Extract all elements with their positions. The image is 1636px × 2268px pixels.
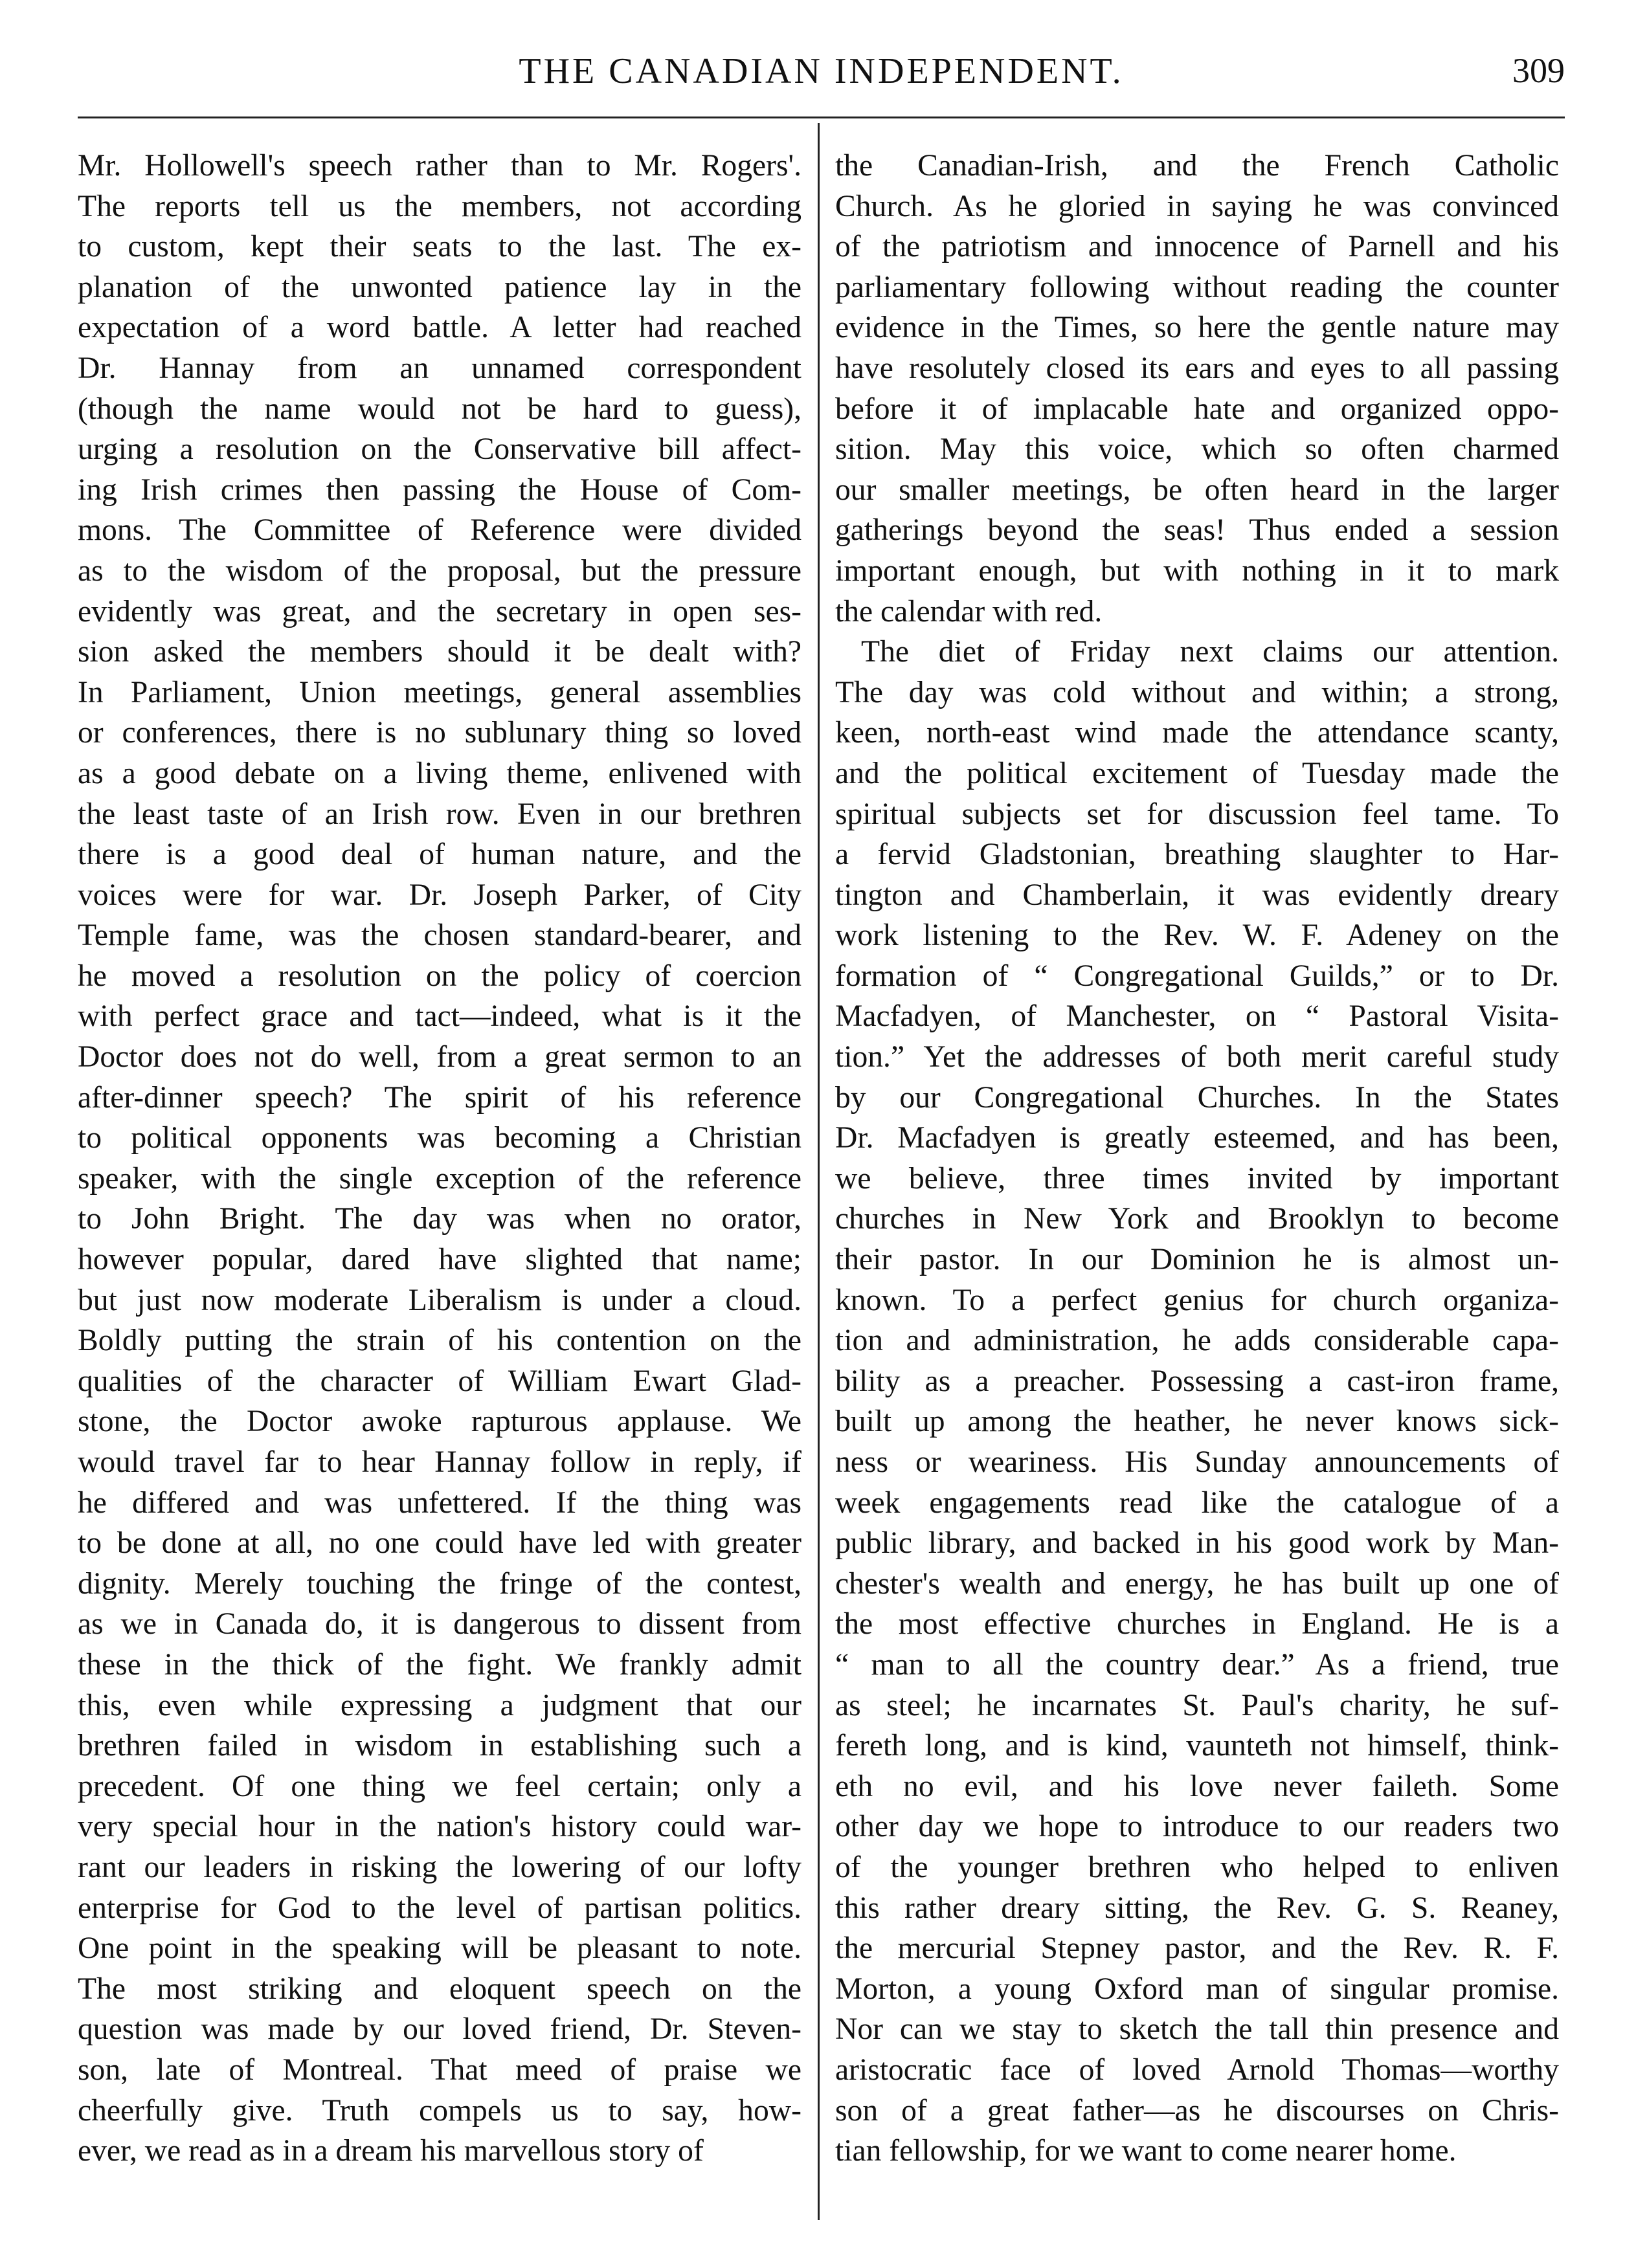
text-line: speaker, with the single exception of the reference [78,1161,801,1195]
text-line: our smaller meetings, be often heard in the larger [835,472,1559,507]
text-line: voices were for war. Dr. Joseph Parker, of City [78,878,801,912]
text-line: son of a great father—as he discourses on Chris- [835,2093,1559,2128]
text-line: mons. The Committee of Reference were divided [78,513,801,548]
text-line: planation of the unwonted patience lay in the [78,270,801,304]
text-line: Doctor does not do well, from a great sermon to an [78,1040,801,1074]
text-line: would travel far to hear Hannay follow in reply, if [78,1445,801,1479]
text-line: cheerfully give. Truth compels us to say, how- [78,2093,801,2128]
text-line: sion asked the members should it be dealt with? [78,635,801,669]
text-line: Macfadyen, of Manchester, on “ Pastoral Visita- [835,999,1559,1034]
text-line: important enough, but with nothing in it to mark [835,553,1559,588]
text-line: parliamentary following without reading the counter [835,270,1559,304]
text-line: Dr. Hannay from an unnamed correspondent [78,351,801,385]
text-line: gatherings beyond the seas! Thus ended a session [835,513,1559,548]
text-line: there is a good deal of human nature, and the [78,838,801,872]
text-line: but just now moderate Liberalism is under a cloud. [78,1283,801,1317]
text-line: tian fellowship, for we want to come nearer home. [835,2134,1457,2168]
text-line: ing Irish crimes then passing the House of Com- [78,472,801,507]
text-line: son, late of Montreal. That meed of praise we [78,2052,801,2087]
text-line: Temple fame, was the chosen standard-bearer, and [78,918,801,953]
text-line: The most striking and eloquent speech on the [78,1972,801,2006]
text-line: enterprise for God to the level of partisan politics. [78,1891,801,1925]
text-line: dignity. Merely touching the fringe of the contest, [78,1566,801,1601]
text-line: to John Bright. The day was when no orator, [78,1202,801,1236]
text-line: before it of implacable hate and organized oppo- [835,392,1559,426]
text-line: as a good debate on a living theme, enlivened with [78,756,801,790]
text-line: Dr. Macfadyen is greatly esteemed, and has been, [835,1121,1559,1155]
text-line: The reports tell us the members, not according [78,189,801,223]
text-line: the most effective churches in England. He is a [835,1607,1559,1641]
page-number: 309 [1512,51,1565,90]
text-line: the Canadian-Irish, and the French Catholic [835,149,1559,183]
text-line: known. To a perfect genius for church organiza- [835,1283,1559,1317]
text-line: Nor can we stay to sketch the tall thin presence and [835,2012,1559,2047]
header-rule [78,117,1565,118]
left-column [78,146,801,2172]
text-line: churches in New York and Brooklyn to become [835,1202,1559,1236]
text-line: urging a resolution on the Conservative bill affect- [78,432,801,467]
text-line: Boldly putting the strain of his contention on the [78,1324,801,1358]
text-line: rant our leaders in risking the lowering of our lofty [78,1850,801,1884]
text-line: the calendar with red. [835,594,1103,628]
text-line: sition. May this voice, which so often charmed [835,432,1559,467]
text-line: In Parliament, Union meetings, general assemblies [78,675,801,709]
text-line: week engagements read like the catalogue of a [835,1485,1559,1520]
text-line: “ man to all the country dear.” As a friend, true [835,1647,1559,1682]
text-line: Mr. Hollowell's speech rather than to Mr. Rogers'. [78,149,801,183]
text-line: with perfect grace and tact—indeed, what is it the [78,999,801,1034]
text-line: The day was cold without and within; a strong, [835,675,1559,709]
text-line: their pastor. In our Dominion he is almost un- [835,1243,1559,1277]
text-line: of the patriotism and innocence of Parnell and his [835,230,1559,264]
text-line: (though the name would not be hard to guess), [78,392,801,426]
text-line: qualities of the character of William Ewart Glad- [78,1364,801,1398]
text-line: this rather dreary sitting, the Rev. G. S. Reaney, [835,1891,1559,1925]
text-line: as to the wisdom of the proposal, but the pressure [78,553,801,588]
text-line: he differed and was unfettered. If the thing was [78,1485,801,1520]
text-line: evidently was great, and the secretary in open ses- [78,594,801,628]
text-line: have resolutely closed its ears and eyes to all passing [835,351,1559,385]
text-line: bility as a preacher. Possessing a cast-iron frame, [835,1364,1559,1398]
text-line: brethren failed in wisdom in establishing such a [78,1729,801,1763]
text-line: by our Congregational Churches. In the States [835,1080,1559,1115]
text-line: very special hour in the nation's history could war- [78,1810,801,1844]
text-line: Church. As he gloried in saying he was convinced [835,189,1559,223]
text-line: to political opponents was becoming a Christian [78,1121,801,1155]
text-line: we believe, three times invited by important [835,1161,1559,1195]
text-line: formation of “ Congregational Guilds,” or to Dr. [835,959,1559,993]
text-line: public library, and backed in his good work by Man- [835,1526,1559,1561]
text-line: as we in Canada do, it is dangerous to dissent from [78,1607,801,1641]
text-line: and the political excitement of Tuesday made the [835,756,1559,790]
text-line: One point in the speaking will be pleasant to note. [78,1931,801,1966]
text-line: to custom, kept their seats to the last. The ex- [78,230,801,264]
text-line: tion and administration, he adds considerable capa- [835,1324,1559,1358]
text-line: the mercurial Stepney pastor, and the Rev. R. F. [835,1931,1559,1966]
text-line: after-dinner speech? The spirit of his reference [78,1080,801,1115]
text-line: tion.” Yet the addresses of both merit careful study [835,1040,1559,1074]
text-line: keen, north-east wind made the attendance scanty, [835,716,1559,750]
right-column [835,146,1559,2172]
page-header [78,39,1565,117]
text-line: work listening to the Rev. W. F. Adeney on the [835,918,1559,953]
text-line: he moved a resolution on the policy of coercion [78,959,801,993]
text-line: fereth long, and is kind, vaunteth not himself, think- [835,1729,1559,1763]
text-line: question was made by our loved friend, Dr. Steven- [78,2012,801,2047]
text-line: a fervid Gladstonian, breathing slaughter to Har- [835,838,1559,872]
text-line: however popular, dared have slighted that name; [78,1243,801,1277]
text-line: Morton, a young Oxford man of singular promise. [835,1972,1559,2006]
text-line: spiritual subjects set for discussion feel tame. To [835,797,1559,831]
text-line: aristocratic face of loved Arnold Thomas—worthy [835,2052,1559,2087]
text-line: the least taste of an Irish row. Even in our brethren [78,797,801,831]
text-line: this, even while expressing a judgment that our [78,1688,801,1722]
text-line: evidence in the Times, so here the gentle nature may [835,311,1559,345]
text-line: to be done at all, no one could have led with greater [78,1526,801,1561]
text-line: ever, we read as in a dream his marvellous story of [78,2134,704,2168]
running-title: THE CANADIAN INDEPENDENT. [519,51,1124,91]
column-divider [818,123,820,2220]
text-line: chester's wealth and energy, he has built up one of [835,1566,1559,1601]
text-line: ness or weariness. His Sunday announcements of [835,1445,1559,1479]
text-line: or conferences, there is no sublunary thing so loved [78,716,801,750]
text-line: expectation of a word battle. A letter had reached [78,311,801,345]
text-line: The diet of Friday next claims our attention. [861,635,1559,669]
text-line: eth no evil, and his love never faileth. Some [835,1769,1559,1803]
text-line: other day we hope to introduce to our readers two [835,1810,1559,1844]
text-line: as steel; he incarnates St. Paul's charity, he suf- [835,1688,1559,1722]
text-line: built up among the heather, he never knows sick- [835,1405,1559,1439]
text-line: stone, the Doctor awoke rapturous applause. We [78,1405,801,1439]
text-line: these in the thick of the fight. We frankly admit [78,1647,801,1682]
text-line: tington and Chamberlain, it was evidently dreary [835,878,1559,912]
text-line: of the younger brethren who helped to enliven [835,1850,1559,1884]
text-line: precedent. Of one thing we feel certain; only a [78,1769,801,1803]
